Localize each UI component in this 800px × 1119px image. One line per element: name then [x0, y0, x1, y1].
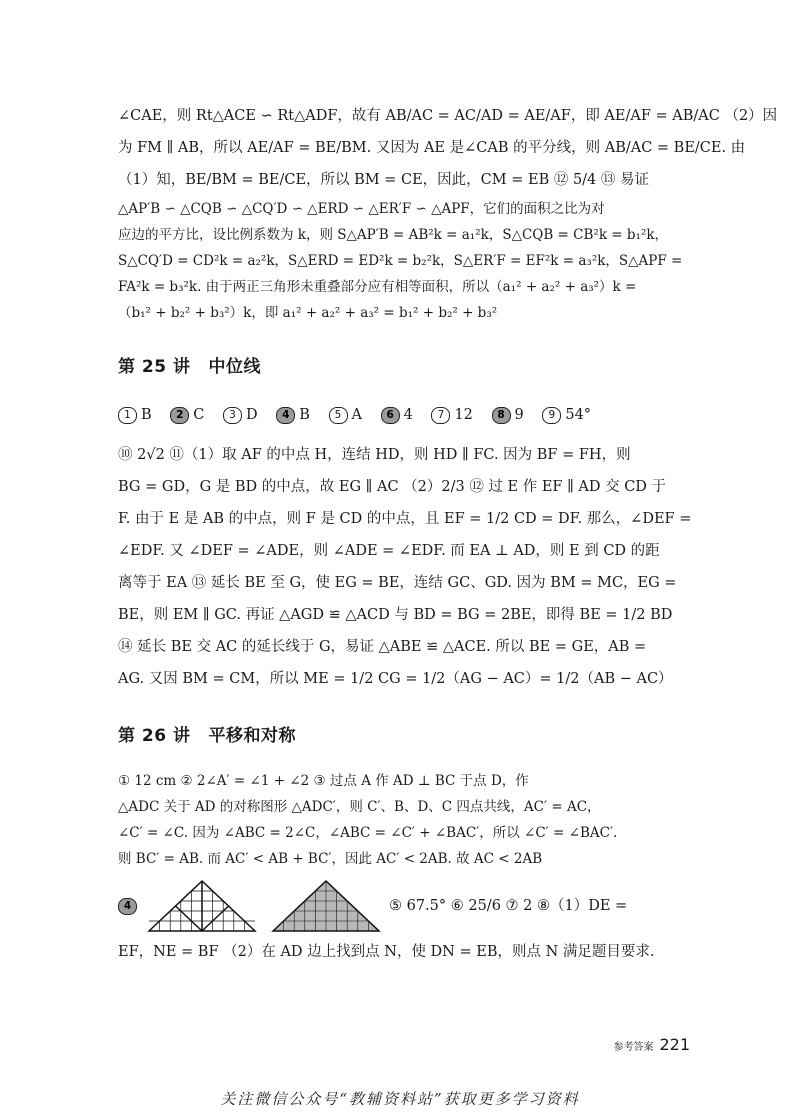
text-line: BG = GD，G 是 BD 的中点，故 EG ∥ AC （2）2/3 ⑫ 过 E 作 EF ∥ AD 交 CD 于 [118, 479, 667, 495]
answer-value: 9 [514, 407, 524, 423]
text-line: 应边的平方比，设比例系数为 k，则 S△AP′B = AB²k = a₁²k，S△CQB = CB²k = b₁²k， [118, 227, 669, 243]
text-line: （b₁² + b₂² + b₃²）k，即 a₁² + a₂² + a₃² = b₁² + b₂² + b₃² [118, 305, 498, 321]
question-number: 4 [276, 407, 295, 424]
answer-value: 4 [403, 407, 413, 423]
section-number: 第 26 讲 [118, 726, 191, 746]
answer-value: C [193, 407, 205, 423]
answer-block-26 [118, 768, 688, 872]
text-line: （1）知，BE/BM = BE/CE，所以 BM = CE，因此，CM = EB ⑫ 5/4 ⑬ 易证 [118, 172, 650, 188]
question-number: 9 [542, 407, 561, 424]
answer-value: A [351, 407, 362, 423]
question-number: 2 [170, 407, 189, 424]
answer-value: B [141, 407, 152, 423]
figure-row [118, 876, 688, 936]
section-heading-26 [118, 721, 688, 746]
text-line: ∠C′ = ∠C. 因为 ∠ABC = 2∠C，∠ABC = ∠C′ + ∠BAC′，所以 ∠C′ = ∠BAC′. [118, 825, 618, 841]
answer-value: 54° [565, 407, 592, 423]
question-number: 1 [118, 407, 137, 424]
text-line: 为 FM ∥ AB，所以 AE/AF = BE/BM. 又因为 AE 是∠CAB 的平分线，则 AB/AC = BE/CE. 由 [118, 140, 746, 156]
text-line: 离等于 EA ⑬ 延长 BE 至 G，使 EG = BE，连结 GC、GD. 因为 BM = MC，EG = [118, 575, 677, 591]
section-number: 第 25 讲 [118, 357, 191, 377]
text-line: ⑭ 延长 BE 交 AC 的延长线于 G，易证 △ABE ≌ △ACE. 所以 BE = GE，AB = [118, 639, 647, 655]
answer-block-top [118, 100, 778, 326]
text-line: △AP′B ∽ △CQB ∽ △CQ′D ∽ △ERD ∽ △ER′F ∽ △APF，它们的面积之比为对 [118, 201, 605, 217]
text-line: F. 由于 E 是 AB 的中点，则 F 是 CD 的中点，且 EF = 1/2 CD = DF. 那么，∠DEF = [118, 511, 692, 527]
text-line: ⑤ 67.5° ⑥ 25/6 ⑦ 2 ⑧（1）DE = [389, 898, 628, 914]
text-line: ∠CAE，则 Rt△ACE ∽ Rt△ADF，故有 AB/AC = AC/AD = AE/AF，即 AE/AF = AB/AC （2）因 [118, 108, 778, 124]
answer-block-26-end [118, 936, 688, 968]
question-number: 6 [381, 407, 400, 424]
text-line: ⑩ 2√2 ⑪（1）取 AF 的中点 H，连结 HD，则 HD ∥ FC. 因为 BF = FH，则 [118, 447, 631, 463]
answer-page [118, 100, 778, 968]
page-footer [613, 1035, 690, 1054]
triangle-diagonal-figure [147, 879, 257, 933]
section-title: 平移和对称 [208, 726, 296, 746]
choice-answers [118, 399, 688, 431]
text-line: ∠EDF. 又 ∠DEF = ∠ADE，则 ∠ADE = ∠EDF. 而 EA ⊥ AD，则 E 到 CD 的距 [118, 543, 660, 559]
text-line: S△CQ′D = CD²k = a₂²k，S△ERD = ED²k = b₂²k，S△ER′F = EF²k = a₃²k，S△APF = [118, 253, 683, 269]
question-number: 8 [492, 407, 511, 424]
text-line: 则 BC′ = AB. 而 AC′ < AB + BC′，因此 AC′ < 2AB. 故 AC < 2AB [118, 851, 543, 867]
answer-list [118, 399, 688, 431]
section-title: 中位线 [208, 357, 261, 377]
text-line: ① 12 cm ② 2∠A′ = ∠1 + ∠2 ③ 过点 A 作 AD ⊥ BC 于点 D，作 [118, 773, 529, 789]
text-line: △ADC 关于 AD 的对称图形 △ADC′，则 C′、B、D、C 四点共线，AC′ = AC， [118, 799, 601, 815]
answer-value: B [299, 407, 310, 423]
question-number: 7 [431, 407, 450, 424]
section-heading-25 [118, 352, 688, 377]
answer-block-25 [118, 439, 692, 695]
answer-value: 12 [454, 407, 473, 423]
question-number: 4 [118, 898, 137, 915]
footer-label: 参考答案 [613, 1042, 654, 1053]
watermark-text: 关注微信公众号“教辅资料站”获取更多学习资料 [220, 1090, 580, 1108]
text-line: EF，NE = BF （2）在 AD 边上找到点 N，使 DN = EB，则点 N 满足题目要求. [118, 944, 655, 960]
text-line: FA²k = b₃²k. 由于两正三角形未重叠部分应有相等面积，所以（a₁² + a₂² + a₃²）k = [118, 279, 637, 295]
question-number: 3 [223, 407, 242, 424]
triangle-grid-figure [271, 879, 381, 933]
page-number: 221 [659, 1035, 690, 1054]
text-line: AG. 又因 BM = CM，所以 ME = 1/2 CG = 1/2（AG − AC）= 1/2（AB − AC） [118, 671, 673, 687]
answer-value: D [245, 407, 258, 423]
question-number: 5 [329, 407, 348, 424]
text-line: BE，则 EM ∥ GC. 再证 △AGD ≌ △ACD 与 BD = BG = 2BE，即得 BE = 1/2 BD [118, 607, 673, 623]
